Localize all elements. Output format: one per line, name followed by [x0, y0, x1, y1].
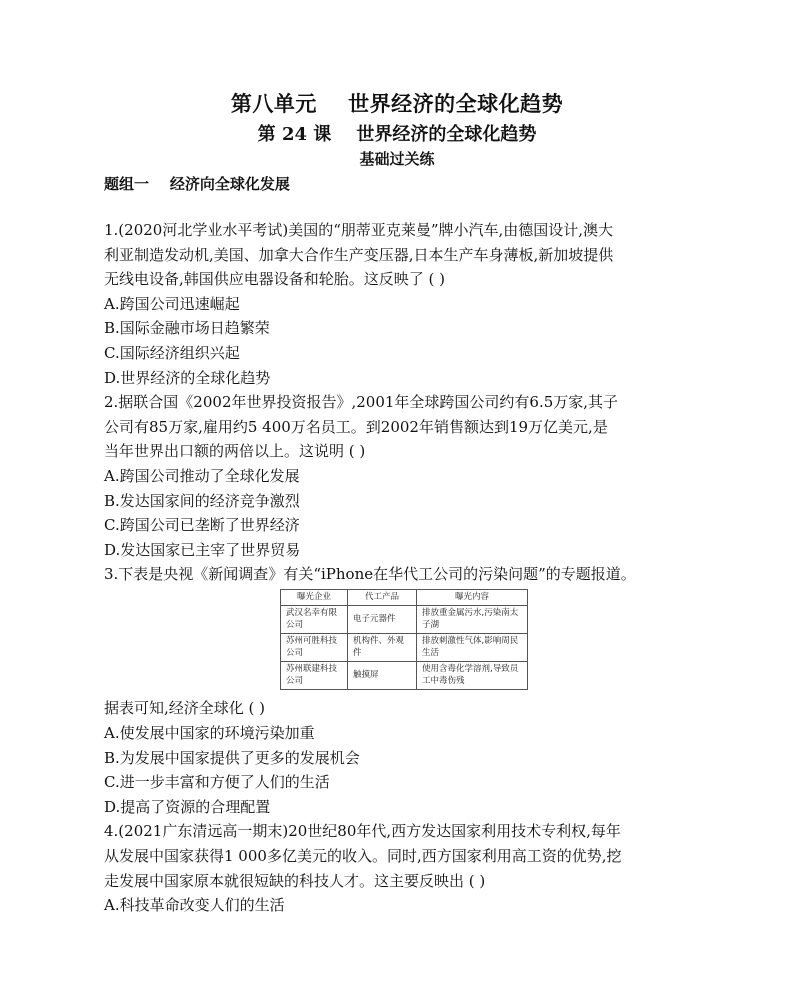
option-d: D.提高了资源的合理配置 [104, 797, 271, 816]
option-a: A.科技革命改变人们的生活 [104, 896, 285, 915]
option-b: B.发达国家间的经济竞争激烈 [104, 491, 300, 510]
table-header-cell: 曝光企业 [281, 589, 348, 606]
option-b: B.为发展中国家提供了更多的发展机会 [104, 748, 360, 767]
question-stem-line: 2.据联合国《2002年世界投资报告》,2001年全球跨国公司约有6.5万家,其子 [104, 393, 619, 412]
question-stem-line: 4.(2021广东清远高一期末)20世纪80年代,西方发达国家利用技术专利权,每年 [104, 822, 621, 841]
table-cell: 苏州联建科技公司 [281, 662, 348, 690]
option-a: A.使发展中国家的环境污染加重 [104, 724, 315, 742]
question-stem-line: 公司有85万家,雇用约5 400万名员工。到2002年销售额达到19万亿美元,是 [104, 417, 608, 436]
unit-title: 第八单元 世界经济的全球化趋势 [230, 91, 564, 116]
report-table [280, 589, 528, 691]
section-subtitle: 基础过关练 [359, 150, 435, 168]
question-stem-line: 利亚制造发动机,美国、加拿大合作生产变压器,日本生产车身薄板,新加坡提供 [104, 245, 614, 264]
question-stem-line: 1.(2020河北学业水平考试)美国的“朋蒂亚克莱曼”牌小汽车,由德国设计,澳大 [104, 221, 614, 239]
question-4 [104, 819, 704, 917]
table-row [281, 634, 528, 662]
option-c: C.国际经济组织兴起 [104, 343, 240, 362]
question-list [104, 218, 704, 918]
option-b: B.国际金融市场日趋繁荣 [104, 319, 270, 338]
table-cell: 触摸屏 [348, 662, 417, 690]
table-container [104, 587, 704, 697]
option-a: A.跨国公司推动了全球化发展 [104, 466, 300, 485]
table-cell: 机构件、外观件 [348, 634, 417, 662]
table-cell: 武汉名幸有限公司 [281, 606, 348, 634]
question-stem-line: 从发展中国家获得1 000多亿美元的收入。同时,西方国家利用高工资的优势,挖 [104, 846, 622, 865]
table-header-cell: 代工产品 [348, 589, 417, 606]
table-cell: 排放重金属污水,污染南太子湖 [417, 606, 528, 634]
table-cell: 苏州可胜科技公司 [281, 634, 348, 662]
question-stem-line: 3.下表是央视《新闻调查》有关“iPhone在华代工公司的污染问题”的专题报道。 [104, 565, 636, 584]
group-heading: 题组一 经济向全球化发展 [104, 175, 290, 193]
option-d: D.发达国家已主宰了世界贸易 [104, 540, 301, 559]
question-stem-line: 当年世界出口额的两倍以上。这说明 ( ) [104, 442, 366, 461]
table-cell: 电子元器件 [348, 606, 417, 634]
table-cell: 使用含毒化学溶剂,导致员工中毒伤残 [417, 662, 528, 690]
option-c: C.跨国公司已垄断了世界经济 [104, 516, 300, 535]
table-header-cell: 曝光内容 [417, 589, 528, 606]
table-row [281, 662, 528, 690]
table-header-row [281, 589, 528, 606]
lesson-title: 第 24 课 世界经济的全球化趋势 [257, 124, 537, 145]
question-stem-line: 据表可知,经济全球化 ( ) [104, 699, 266, 718]
option-d: D.世界经济的全球化趋势 [104, 368, 271, 387]
table-row [281, 606, 528, 634]
question-2 [104, 390, 704, 562]
table-cell: 排放刺激性气体,影响周民生活 [417, 634, 528, 662]
option-c: C.进一步丰富和方便了人们的生活 [104, 773, 330, 792]
question-1 [104, 218, 704, 390]
option-a: A.跨国公司迅速崛起 [104, 294, 240, 313]
question-3 [104, 562, 704, 819]
question-stem-line: 走发展中国家原本就很短缺的科技人才。这主要反映出 ( ) [104, 871, 486, 890]
question-stem-line: 无线电设备,韩国供应电器设备和轮胎。这反映了 ( ) [104, 270, 446, 289]
